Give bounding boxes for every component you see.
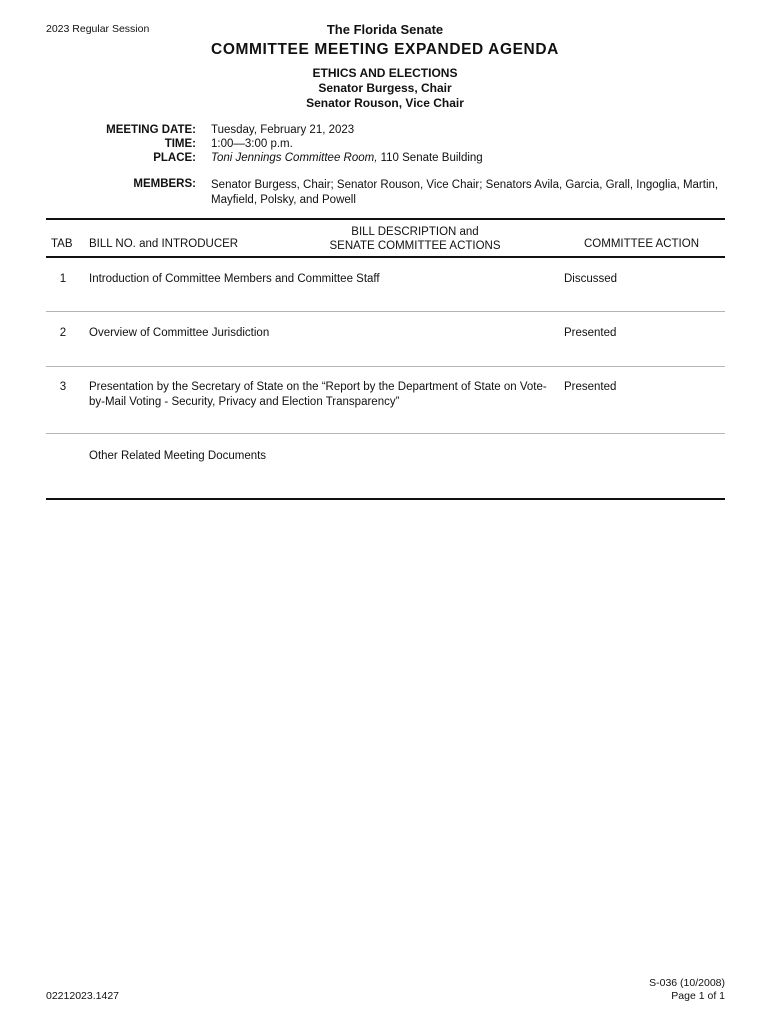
meeting-place-label: PLACE:	[153, 152, 196, 164]
page-number: Page 1 of 1	[671, 990, 725, 1002]
form-number: S-036 (10/2008)	[649, 977, 725, 989]
description-line: Presentation by the Secretary of State on the “Report by the Department of State on Vote-	[89, 381, 547, 393]
committee-name: ETHICS AND ELECTIONS	[312, 66, 458, 80]
description-line: by-Mail Voting - Security, Privacy and Election Transparency”	[89, 396, 400, 408]
table-row-action: Discussed	[564, 273, 618, 285]
column-header-description	[300, 225, 530, 253]
row-divider	[46, 366, 725, 367]
description-line: Introduction of Committee Members and Committee Staff	[89, 273, 380, 285]
column-header-bill: BILL NO. and INTRODUCER	[89, 238, 239, 250]
committee-chair: Senator Burgess, Chair	[318, 81, 452, 95]
table-row-description	[89, 380, 549, 410]
other-documents-link[interactable]: Other Related Meeting Documents	[89, 450, 267, 462]
meeting-building: 110 Senate Building	[377, 152, 483, 164]
column-header-action: COMMITTEE ACTION	[584, 238, 699, 250]
meeting-date-label: MEETING DATE:	[106, 124, 196, 136]
table-row-description	[89, 326, 549, 341]
table-bottom-rule	[46, 498, 725, 500]
table-row-description	[89, 272, 549, 287]
row-divider	[46, 311, 725, 312]
column-header-tab: TAB	[51, 238, 73, 250]
meeting-time-value: 1:00—3:00 p.m.	[211, 138, 293, 150]
members-label: MEMBERS:	[133, 178, 196, 190]
meeting-time-label: TIME:	[164, 138, 196, 150]
members-line: Mayfield, Polsky, and Powell	[211, 194, 356, 206]
footer-right	[649, 977, 725, 1003]
table-row-action: Presented	[564, 381, 617, 393]
document-title: COMMITTEE MEETING EXPANDED AGENDA	[211, 41, 559, 58]
document-id: 02212023.1427	[46, 990, 119, 1002]
description-line: Overview of Committee Jurisdiction	[89, 327, 270, 339]
column-header-description-line: SENATE COMMITTEE ACTIONS	[329, 240, 501, 252]
table-row-action: Presented	[564, 327, 617, 339]
table-row-tab: 3	[59, 381, 67, 393]
members-line: Senator Burgess, Chair; Senator Rouson, Vice Chair; Senators Avila, Garcia, Grall, Ingoglia, Martin,	[211, 179, 719, 191]
meeting-room: Toni Jennings Committee Room,	[211, 152, 378, 164]
table-row-tab: 1	[59, 273, 67, 285]
table-row-tab: 2	[59, 327, 67, 339]
column-header-description-line: BILL DESCRIPTION and	[351, 226, 479, 238]
table-top-rule	[46, 218, 725, 220]
table-header-rule	[46, 256, 725, 258]
organization-name: The Florida Senate	[326, 22, 444, 37]
row-divider	[46, 433, 725, 434]
meeting-date-value: Tuesday, February 21, 2023	[211, 124, 355, 136]
committee-vice-chair: Senator Rouson, Vice Chair	[306, 96, 464, 110]
session-label: 2023 Regular Session	[46, 23, 150, 35]
members-list	[211, 178, 721, 208]
meeting-place-value	[211, 152, 483, 164]
